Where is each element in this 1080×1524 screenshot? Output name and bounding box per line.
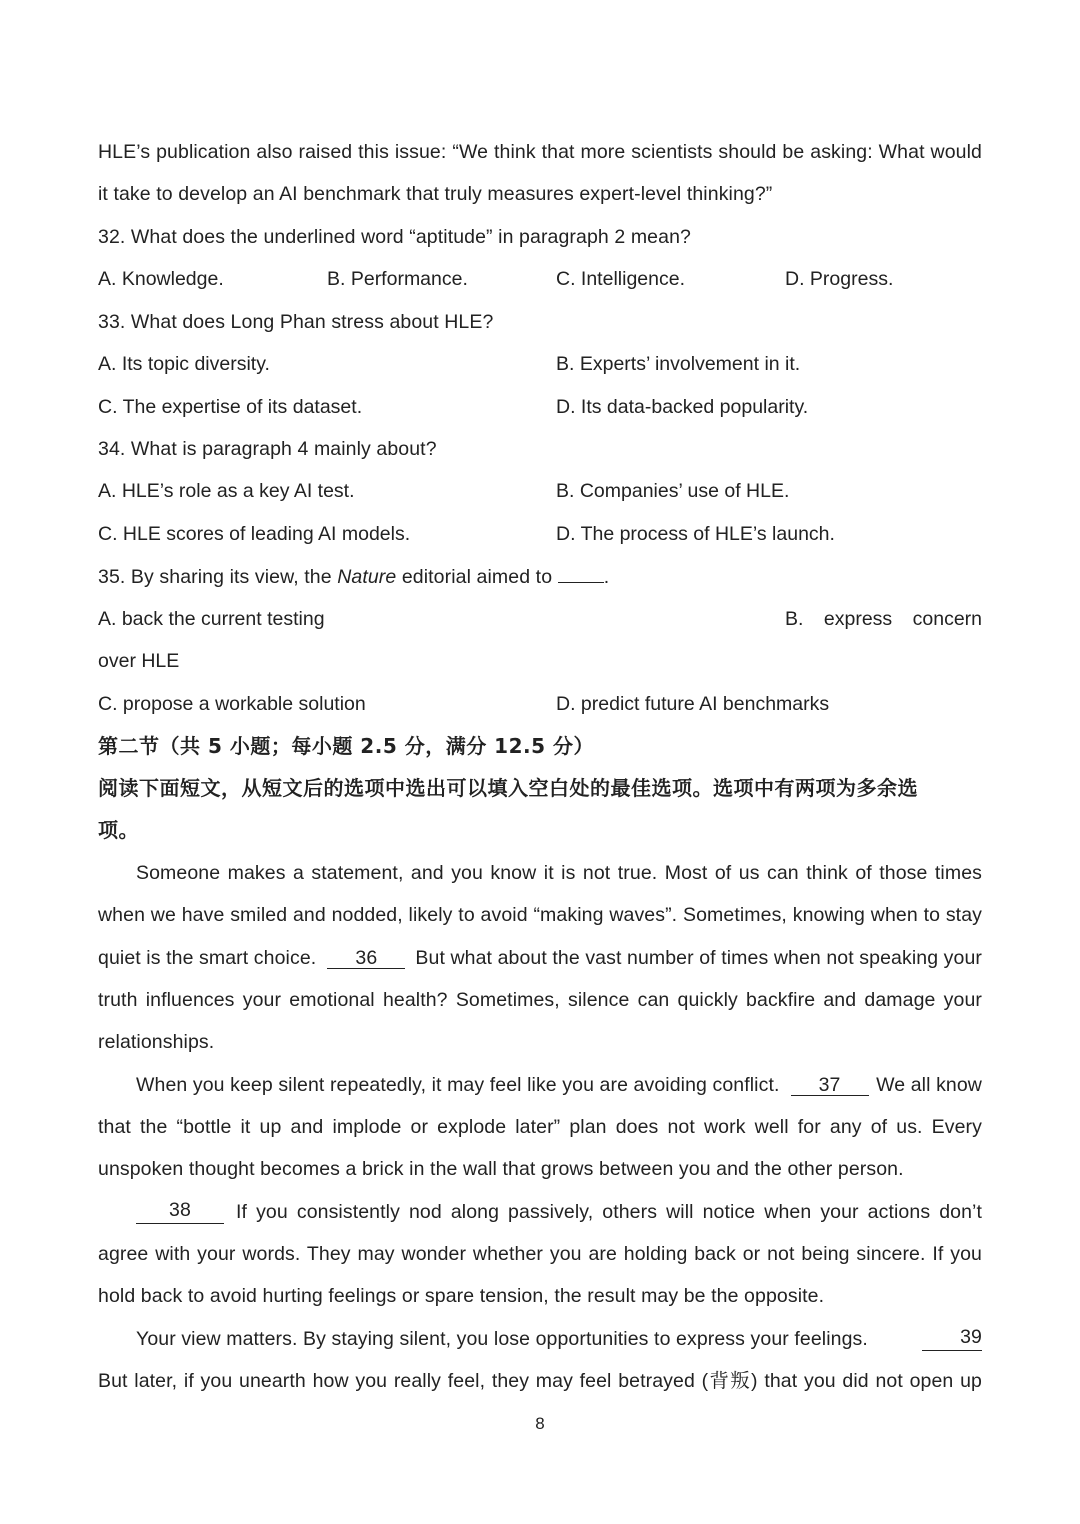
q35-stem-end: . [603,566,610,588]
q35-option-b-label: B. [785,608,804,630]
q35-option-b [785,607,982,631]
answer-blank-36: 36 [327,948,405,969]
q35-option-d: D. predict future AI benchmarks [556,693,830,715]
q35-option-b-word: express [823,608,893,630]
q35-option-b-continued: over HLE [98,650,180,672]
section-instructions: 阅读下面短文，从短文后的选项中选出可以填入空白处的最佳选项。选项中有两项为多余选 [98,776,918,800]
q35-stem-post: editorial aimed to [396,566,553,588]
para1-line: when we have smiled and nodded, likely to avoid “making waves”. Sometimes, knowing when to stay [98,904,982,926]
question-34-stem: 34. What is paragraph 4 mainly about? [98,438,437,460]
para1-text: quiet is the smart choice. [98,947,317,969]
para2-line: that the “bottle it up and implode or explode later” plan does not work well for any of us. Every [98,1116,982,1138]
q33-option-b: B. Experts’ involvement in it. [556,353,801,375]
para1-line: Someone makes a statement, and you know it is not true. Most of us can think of those times [136,862,982,884]
q32-option-b: B. Performance. [327,268,468,290]
answer-blank-37: 37 [791,1075,869,1096]
q34-option-b: B. Companies’ use of HLE. [556,480,790,502]
passage-line: HLE’s publication also raised this issue: “We think that more scientists should be asking: What would [98,141,982,163]
para1-line: truth influences your emotional health? Sometimes, silence can quickly backfire and damage your [98,989,982,1011]
q34-option-d: D. The process of HLE’s launch. [556,523,835,545]
answer-blank-38: 38 [136,1200,224,1224]
passage-line: it take to develop an AI benchmark that truly measures expert-level thinking?” [98,183,773,205]
q35-option-a: A. back the current testing [98,608,325,630]
para2-text: When you keep silent repeatedly, it may feel like you are avoiding conflict. [136,1074,780,1096]
question-35-stem [98,564,982,589]
para3-line [136,1200,982,1224]
para1-line: relationships. [98,1031,215,1053]
para2-line: unspoken thought becomes a brick in the wall that grows between you and the other person. [98,1158,904,1180]
q35-option-c: C. propose a workable solution [98,693,366,715]
page-number: 8 [535,1414,545,1433]
para1-text: But what about the vast number of times when not speaking your [415,947,982,969]
q32-option-c: C. Intelligence. [556,268,685,290]
answer-blank-39: 39 [922,1327,982,1351]
para3-line: agree with your words. They may wonder whether you are holding back or not being sincere. If you [98,1243,982,1265]
para3-text: If you consistently nod along passively, others will notice when your actions don’t [236,1201,982,1223]
para4-line: But later, if you unearth how you really feel, they may feel betrayed (背叛) that you did not open up [98,1370,982,1392]
q33-option-d: D. Its data-backed popularity. [556,396,809,418]
q34-option-a: A. HLE’s role as a key AI test. [98,480,355,502]
q33-option-c: C. The expertise of its dataset. [98,396,363,418]
q34-option-c: C. HLE scores of leading AI models. [98,523,411,545]
question-32-stem: 32. What does the underlined word “aptitude” in paragraph 2 mean? [98,226,691,248]
section-instructions: 项。 [98,818,139,842]
question-33-stem: 33. What does Long Phan stress about HLE? [98,311,494,333]
para3-line: hold back to avoid hurting feelings or spare tension, the result may be the opposite. [98,1285,825,1307]
q35-stem-pre: 35. By sharing its view, the [98,566,338,588]
para4-text: Your view matters. By staying silent, you lose opportunities to express your feelings. [136,1328,868,1350]
q35-stem-italic: Nature [337,566,397,588]
q32-option-d: D. Progress. [785,268,894,290]
q35-option-b-word: concern [912,608,982,630]
para4-line [136,1327,982,1351]
q33-option-a: A. Its topic diversity. [98,353,270,375]
para2-line [136,1073,982,1097]
q32-option-a: A. Knowledge. [98,268,224,290]
para1-line [98,946,982,970]
section-title: 第二节（共 5 小题；每小题 2.5 分，满分 12.5 分） [98,734,594,758]
para2-text: We all know [876,1074,982,1096]
answer-blank [558,564,604,583]
